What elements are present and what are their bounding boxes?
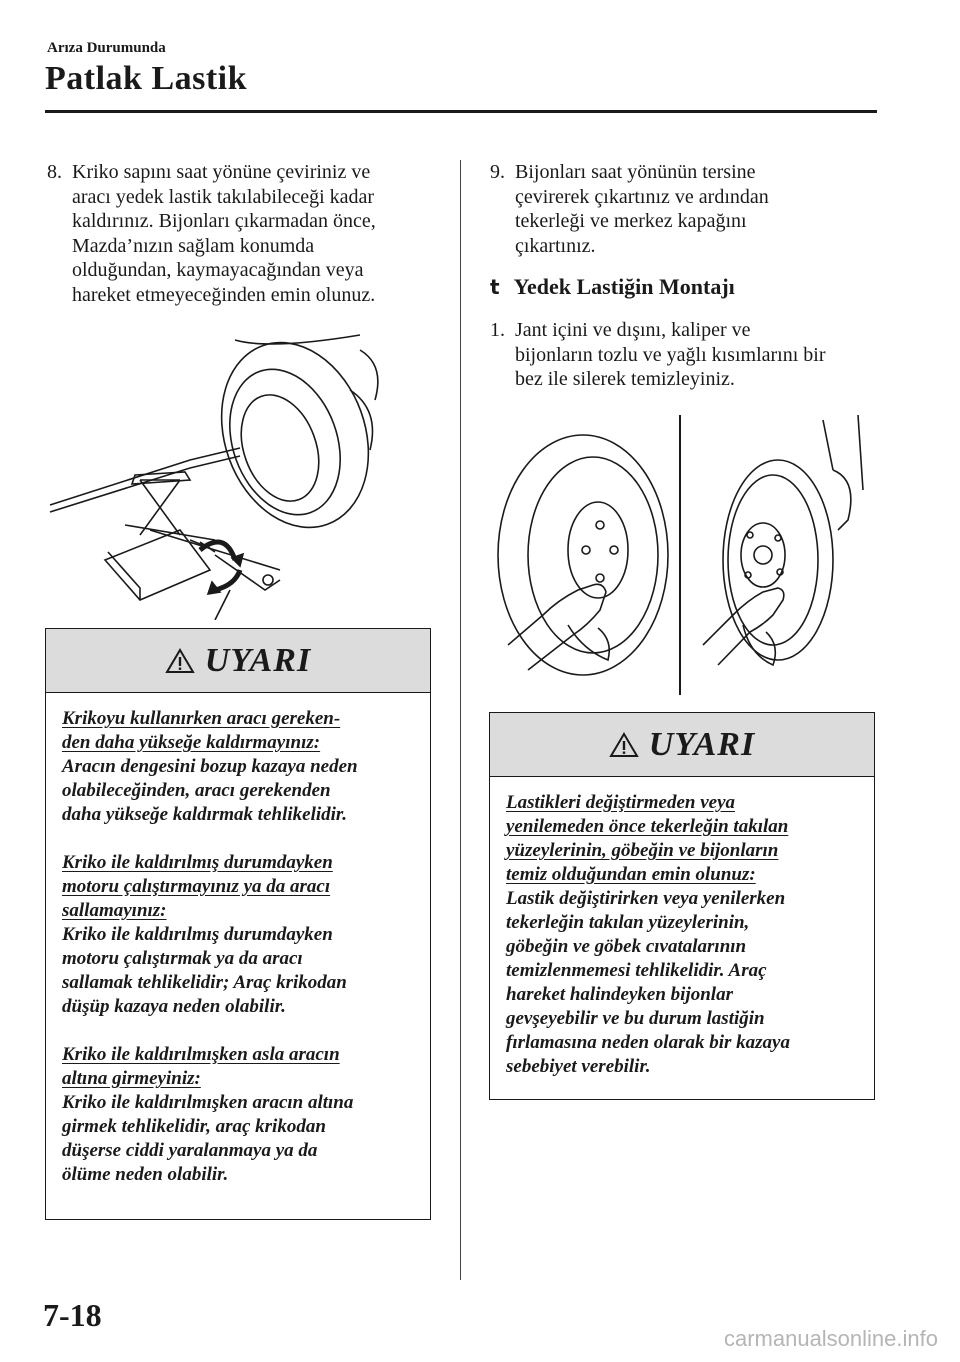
step-line: aracı yedek lastik takılabileceği kadar <box>72 185 375 208</box>
watermark: carmanualsonline.info <box>723 1326 938 1351</box>
column-divider <box>460 160 461 1280</box>
step-line: bijonların tozlu ve yağlı kısımlarını bir <box>515 343 826 366</box>
step-line: bez ile silerek temizleyiniz. <box>515 368 735 390</box>
warning-heading: Kriko ile kaldırılmış durumdayken <box>62 852 333 873</box>
warning-text: göbeğin ve göbek cıvatalarının <box>506 936 747 957</box>
warning-heading: yüzeylerinin, göbeğin ve bijonların <box>506 840 779 861</box>
warning-text: daha yükseğe kaldırmak tehlikelidir. <box>62 804 348 825</box>
subheading <box>490 274 735 300</box>
warning-text: tekerleğin takılan yüzeylerinin, <box>506 912 750 933</box>
step-9 <box>490 160 880 258</box>
warning-heading: sallamayınız: <box>62 900 167 921</box>
bullet-icon: t <box>490 275 500 299</box>
page-title: Patlak Lastik <box>45 60 248 97</box>
warning-text: hareket halindeyken bijonlar <box>506 984 733 1005</box>
warning-header <box>46 629 430 693</box>
warning-body <box>46 693 430 1187</box>
step-number: 9. <box>490 161 505 183</box>
warning-text: düşüp kazaya neden olabilir. <box>62 996 286 1017</box>
warning-text: Aracın dengesini bozup kazaya neden <box>62 756 358 777</box>
warning-heading: Lastikleri değiştirmeden veya <box>506 792 736 813</box>
warning-heading: Kriko ile kaldırılmışken asla aracın <box>62 1044 340 1065</box>
warning-text: düşerse ciddi yaralanmaya ya da <box>62 1140 318 1161</box>
warning-text: Lastik değiştirirken veya yenilerken <box>506 888 786 909</box>
warning-box <box>489 712 875 1100</box>
step-8 <box>47 160 447 307</box>
step-number: 8. <box>47 161 62 183</box>
wheel-cleaning-illustration <box>488 410 878 700</box>
step-line: çıkartınız. <box>515 234 596 257</box>
title-divider <box>45 110 877 113</box>
subheading-text: Yedek Lastiğin Montajı <box>513 274 735 299</box>
warning-text: sallamak tehlikelidir; Araç krikodan <box>62 972 347 993</box>
warning-text: Kriko ile kaldırılmışken aracın altına <box>62 1092 354 1113</box>
warning-triangle-icon <box>609 732 639 758</box>
warning-text: sebebiyet verebilir. <box>506 1056 651 1077</box>
step-line: olduğundan, kaymayacağından veya <box>72 259 364 281</box>
step-line: Bijonları saat yönünün tersine <box>515 161 756 183</box>
warning-text: ölüme neden olabilir. <box>62 1164 229 1185</box>
warning-heading: altına girmeyiniz: <box>62 1068 201 1089</box>
warning-triangle-icon <box>165 648 195 674</box>
step-line: Kriko sapını saat yönüne çeviriniz ve <box>72 161 371 183</box>
warning-header <box>490 713 874 777</box>
warning-title: UYARI <box>648 725 756 763</box>
warning-text: Kriko ile kaldırılmış durumdayken <box>62 924 333 945</box>
warning-box <box>45 628 431 1220</box>
step-line: Mazda’nızın sağlam konumda <box>72 234 315 257</box>
warning-title: UYARI <box>204 641 312 679</box>
warning-body <box>490 777 874 1079</box>
step-line: çevirerek çıkartınız ve ardından <box>515 185 769 208</box>
warning-text: temizlenmemesi tehlikelidir. Araç <box>506 960 767 981</box>
warning-text: olabileceğinden, aracı gerekenden <box>62 780 331 801</box>
step-line: kaldırınız. Bijonları çıkarmadan önce, <box>72 210 376 232</box>
warning-heading: den daha yükseğe kaldırmayınız: <box>62 732 321 753</box>
step-number: 1. <box>490 319 505 341</box>
step-1 <box>490 318 880 392</box>
warning-heading: Krikoyu kullanırken aracı gereken- <box>62 708 341 729</box>
warning-text: motoru çalıştırmak ya da aracı <box>62 948 303 969</box>
warning-heading: temiz olduğundan emin olunuz: <box>506 864 756 885</box>
jack-illustration <box>40 330 440 620</box>
warning-heading: motoru çalıştırmayınız ya da aracı <box>62 876 331 897</box>
section-label: Arıza Durumunda <box>47 40 166 56</box>
step-line: Jant içini ve dışını, kaliper ve <box>515 319 751 341</box>
warning-text: girmek tehlikelidir, araç krikodan <box>62 1116 326 1137</box>
page-number: 7-18 <box>43 1297 102 1333</box>
warning-heading: yenilemeden önce tekerleğin takılan <box>506 816 789 837</box>
warning-text: fırlamasına neden olarak bir kazaya <box>506 1032 790 1053</box>
step-line: hareket etmeyeceğinden emin olunuz. <box>72 283 376 306</box>
step-line: tekerleği ve merkez kapağını <box>515 210 747 232</box>
warning-text: gevşeyebilir ve bu durum lastiğin <box>506 1008 765 1029</box>
